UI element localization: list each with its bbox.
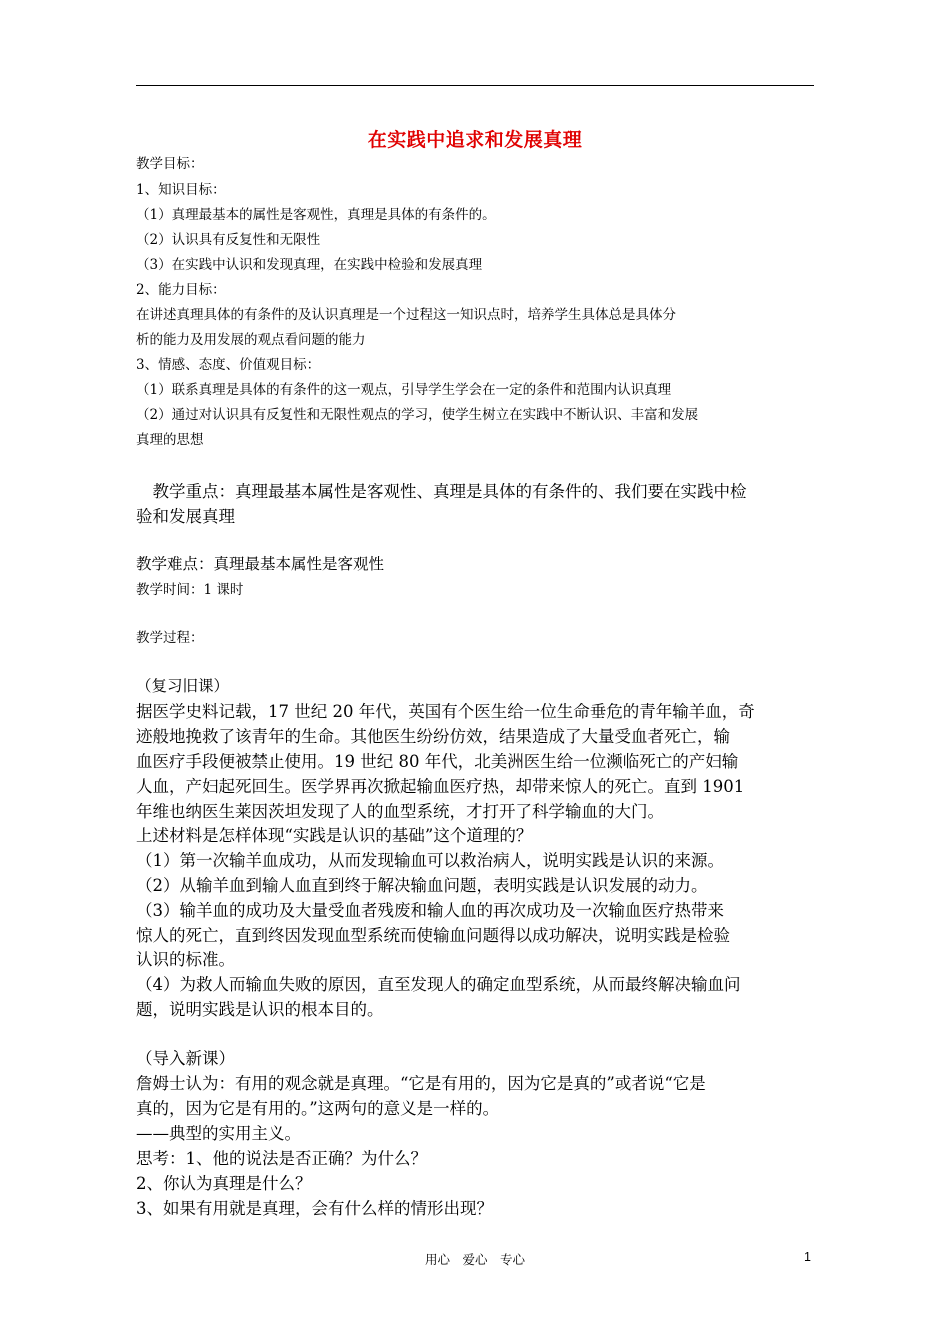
text-line: ——典型的实用主义。 <box>136 1124 301 1143</box>
text-line: 据医学史料记载，17 世纪 20 年代，英国有个医生给一位生命垂危的青年输羊血，奇 <box>136 702 755 721</box>
text-line: （1）联系真理是具体的有条件的这一观点，引导学生学会在一定的条件和范围内认识真理 <box>136 382 672 398</box>
text-line: （2）通过对认识具有反复性和无限性观点的学习，使学生树立在实践中不断认识、丰富和发展 <box>136 407 699 423</box>
text-line: 真的，因为它是有用的。”这两句的意义是一样的。 <box>136 1099 500 1118</box>
text-line: 题，说明实践是认识的根本目的。 <box>136 1000 384 1019</box>
text-line: （复习旧课） <box>136 677 230 695</box>
text-line: 血医疗手段便被禁止使用。19 世纪 80 年代，北美洲医生给一位濒临死亡的产妇输 <box>136 752 739 771</box>
text-line: 迹般地挽救了该青年的生命。其他医生纷纷仿效，结果造成了大量受血者死亡，输 <box>136 727 730 746</box>
text-line: （3）输羊血的成功及大量受血者残废和输人血的再次成功及一次输血医疗热带来 <box>136 901 724 920</box>
text-line: （2）从输羊血到输人血直到终于解决输血问题，表明实践是认识发展的动力。 <box>136 876 708 895</box>
page-number: 1 <box>804 1250 811 1264</box>
text-line: 教学重点：真理最基本属性是客观性、真理是具体的有条件的、我们要在实践中检 <box>136 482 747 501</box>
text-line: 思考：1、他的说法是否正确？为什么？ <box>136 1149 427 1168</box>
text-line: 教学过程： <box>136 630 204 646</box>
header-rule <box>136 85 814 86</box>
page-footer: 用心 爱心 专心 <box>424 1252 525 1267</box>
text-line: 惊人的死亡，直到终因发现血型系统而使输血问题得以成功解决，说明实践是检验 <box>136 926 730 945</box>
text-line: （1）第一次输羊血成功，从而发现输血可以救治病人，说明实践是认识的来源。 <box>136 851 724 870</box>
text-line: 詹姆士认为：有用的观念就是真理。“它是有用的，因为它是真的”或者说“它是 <box>136 1074 706 1093</box>
text-line: （导入新课） <box>136 1049 235 1068</box>
text-line: 2、能力目标： <box>136 282 226 298</box>
text-line: （4）为救人而输血失败的原因，直至发现人的确定血型系统，从而最终解决输血问 <box>136 975 741 994</box>
text-line: （1）真理最基本的属性是客观性，真理是具体的有条件的。 <box>136 207 496 223</box>
text-line: 析的能力及用发展的观点看问题的能力 <box>136 332 366 348</box>
text-line: 真理的思想 <box>136 432 204 448</box>
text-line: 3、情感、态度、价值观目标： <box>136 357 321 373</box>
text-line: 教学时间：1 课时 <box>136 582 244 598</box>
text-line: 教学目标： <box>136 156 204 172</box>
text-line: 教学难点：真理最基本属性是客观性 <box>136 555 385 573</box>
text-line: 在讲述真理具体的有条件的及认识真理是一个过程这一知识点时，培养学生具体总是具体分 <box>136 307 676 323</box>
text-line: 验和发展真理 <box>136 507 235 526</box>
text-line: 认识的标准。 <box>136 950 235 969</box>
text-line: 3、如果有用就是真理，会有什么样的情形出现？ <box>136 1199 493 1218</box>
text-line: （2）认识具有反复性和无限性 <box>136 232 321 248</box>
text-line: 2、你认为真理是什么？ <box>136 1174 312 1193</box>
text-line: （3）在实践中认识和发现真理，在实践中检验和发展真理 <box>136 257 483 273</box>
text-line: 上述材料是怎样体现“实践是认识的基础”这个道理的？ <box>136 826 533 845</box>
text-line: 1、知识目标： <box>136 182 226 198</box>
document-title: 在实践中追求和发展真理 <box>367 129 583 151</box>
text-line: 人血，产妇起死回生。医学界再次掀起输血医疗热，却带来惊人的死亡。直到 1901 <box>136 777 745 796</box>
text-line: 年维也纳医生莱因茨坦发现了人的血型系统，才打开了科学输血的大门。 <box>136 802 664 821</box>
